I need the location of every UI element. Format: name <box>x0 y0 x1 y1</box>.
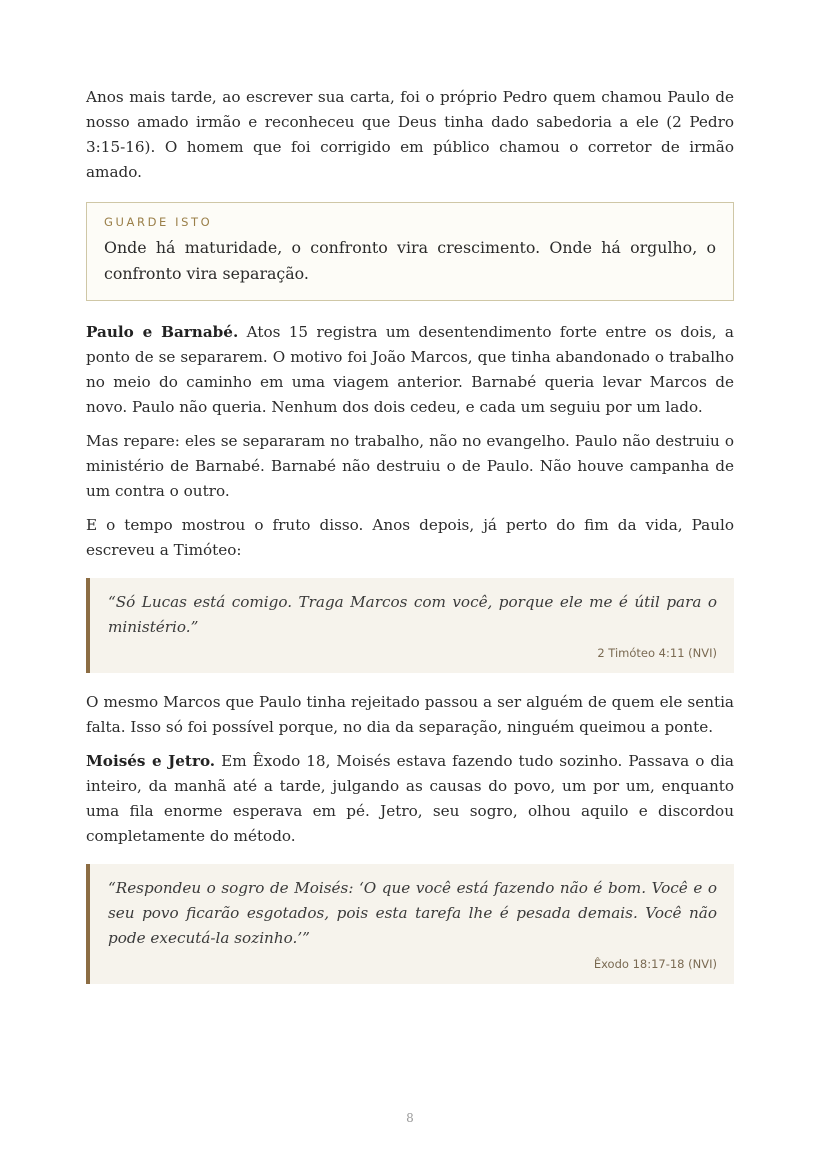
paragraph <box>86 320 734 420</box>
paragraph: Mas repare: eles se separaram no trabalho, não no evangelho. Paulo não destruiu o ministério de Barnabé. Barnabé não destruiu o de Paulo. Não houve campanha de um contra o outro. <box>86 432 734 500</box>
quote-reference: Êxodo 18:17-18 (NVI) <box>593 957 717 971</box>
paragraph: E o tempo mostrou o fruto disso. Anos depois, já perto do fim da vida, Paulo escreveu a Timóteo: <box>86 516 734 559</box>
paragraph: Anos mais tarde, ao escrever sua carta, foi o próprio Pedro quem chamou Paulo de nosso amado irmão e reconheceu que Deus tinha dado sabedoria a ele (2 Pedro 3:15-16). O homem que foi corrigido em público chamou o corretor de irmão amado. <box>86 88 734 181</box>
paragraph <box>86 749 734 849</box>
paragraph-text: Em Êxodo 18, Moisés estava fazendo tudo sozinho. Passava o dia inteiro, da manhã até a tarde, julgando as causas do povo, um por um, enquanto uma fila enorme esperava em pé. Jetro, seu sogro, olhou aquilo e discordou completamente do método. <box>86 752 734 845</box>
quote-reference: 2 Timóteo 4:11 (NVI) <box>597 646 717 660</box>
page-number: 8 <box>406 1111 414 1125</box>
callout-text: Onde há maturidade, o confronto vira crescimento. Onde há orgulho, o confronto vira separação. <box>104 238 716 283</box>
paragraph: O mesmo Marcos que Paulo tinha rejeitado passou a ser alguém de quem ele sentia falta. Isso só foi possível porque, no dia da separação, ninguém queimou a ponte. <box>86 693 734 736</box>
scripture-quote <box>86 578 734 673</box>
paragraph-lead: Paulo e Barnabé. <box>86 323 239 341</box>
page-content <box>86 85 734 1001</box>
quote-text: “Respondeu o sogro de Moisés: ‘O que você está fazendo não é bom. Você e o seu povo ficarão esgotados, pois esta tarefa lhe é pesada demais. Você não pode executá-la sozinho.’” <box>108 879 717 947</box>
paragraph-text: Atos 15 registra um desentendimento forte entre os dois, a ponto de se separarem. O motivo foi João Marcos, que tinha abandonado o trabalho no meio do caminho em uma viagem anterior. Barnabé queria levar Marcos de novo. Paulo não queria. Nenhum dos dois cedeu, e cada um seguiu por um lado. <box>86 323 734 416</box>
scripture-quote <box>86 864 734 984</box>
quote-text: “Só Lucas está comigo. Traga Marcos com você, porque ele me é útil para o ministério.” <box>108 593 717 636</box>
callout-box <box>86 202 734 301</box>
paragraph-lead: Moisés e Jetro. <box>86 752 216 770</box>
callout-label: GUARDE ISTO <box>104 215 213 229</box>
